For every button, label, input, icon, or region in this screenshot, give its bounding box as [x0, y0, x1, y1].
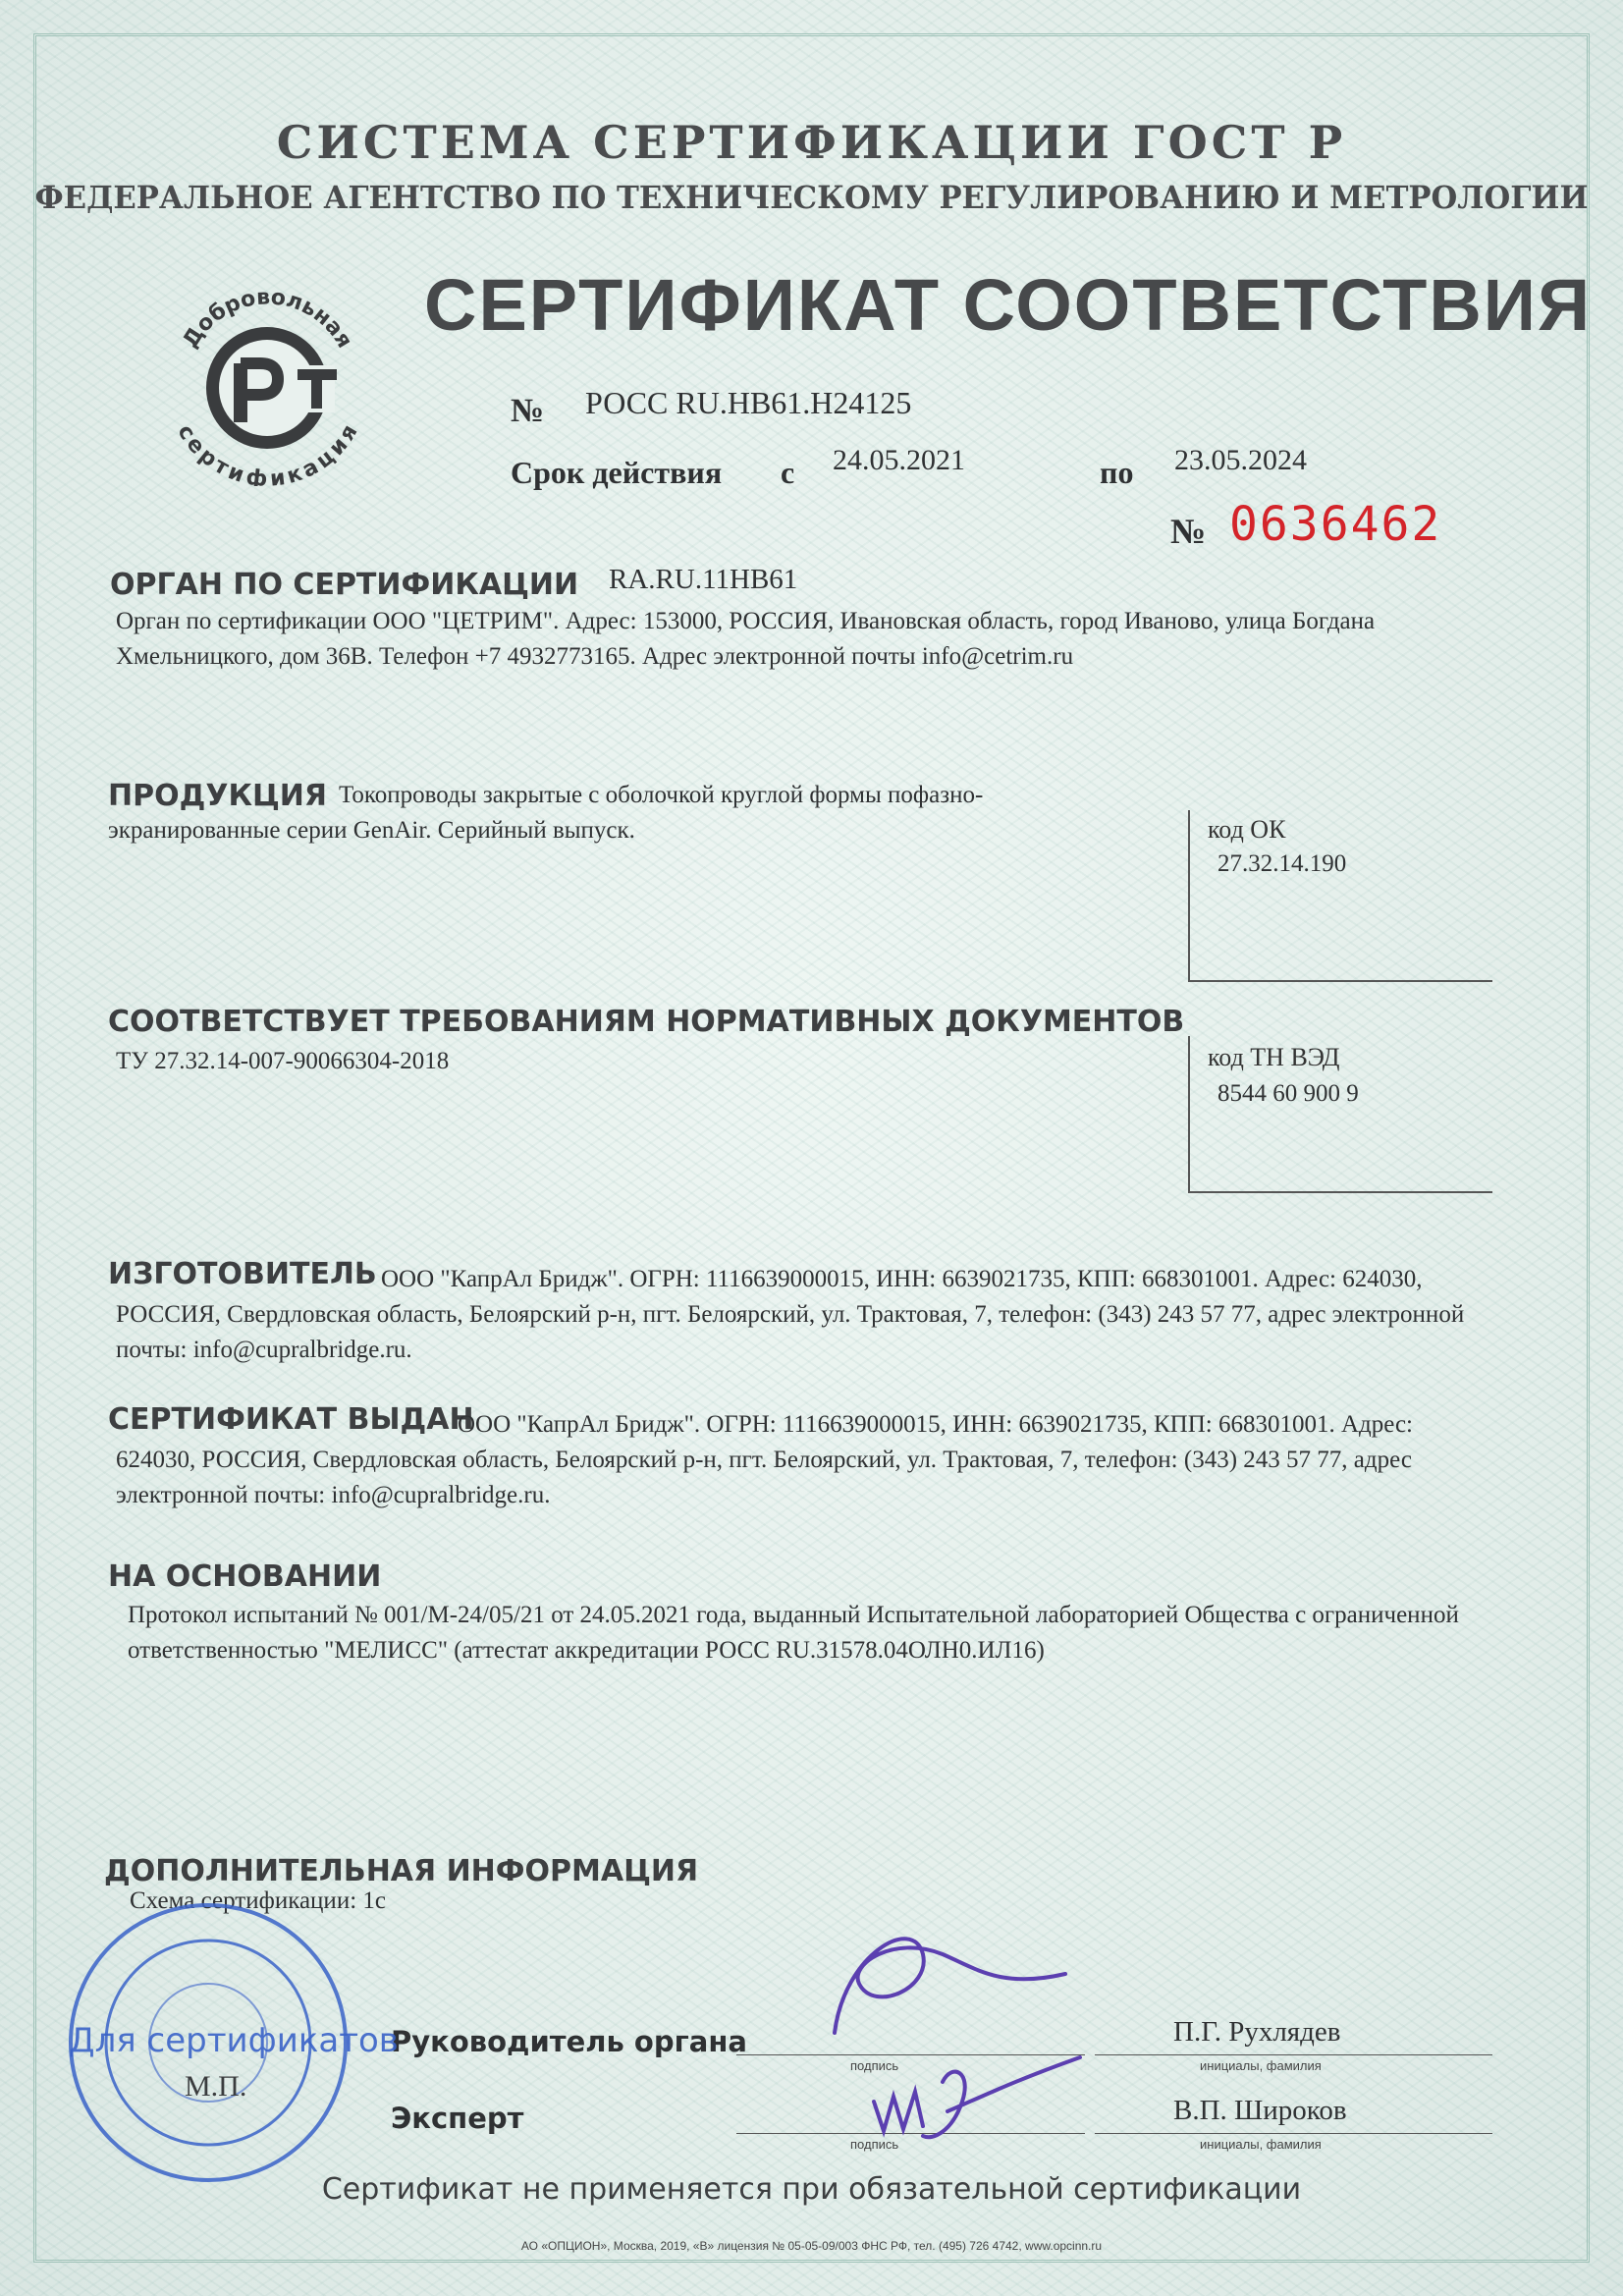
product-text-content: Токопроводы закрытые с оболочкой круглой формы пофазно-экранированные серии GenAir. Серийный выпуск.: [108, 782, 984, 844]
system-title: СИСТЕМА СЕРТИФИКАЦИИ ГОСТ Р: [276, 116, 1347, 169]
head-name-caption: инициалы, фамилия: [1200, 2058, 1322, 2073]
rst-logo-icon: [162, 275, 373, 486]
conformity-label: СООТВЕТСТВУЕТ ТРЕБОВАНИЯМ НОРМАТИВНЫХ ДОКУМЕНТОВ: [108, 1005, 1185, 1039]
organ-label: ОРГАН ПО СЕРТИФИКАЦИИ: [110, 568, 579, 602]
product-label: ПРОДУКЦИЯ: [108, 779, 328, 813]
stamp-mp: М.П.: [185, 2070, 247, 2103]
manufacturer-label: ИЗГОТОВИТЕЛЬ: [108, 1257, 377, 1291]
validity-to-label: по: [1100, 455, 1134, 490]
basis-label: НА ОСНОВАНИИ: [108, 1559, 382, 1594]
validity-from-label: с: [781, 455, 795, 490]
basis-text: Протокол испытаний № 001/М-24/05/21 от 24.05.2021 года, выданный Испытательной лабораторией Общества с ограниченной ответственностью "МЕЛИСС" (аттестат аккредитации РОСС RU.31578.04ОЛН0.ИЛ16): [128, 1602, 1459, 1664]
manufacturer-text: [116, 1262, 1490, 1368]
okpd-code-label: код ОК: [1208, 815, 1286, 844]
rst-logo: [162, 275, 373, 486]
head-name: П.Г. Рухлядев: [1173, 2016, 1341, 2048]
expert-name: В.П. Широков: [1173, 2095, 1347, 2126]
form-number-label: №: [1170, 512, 1207, 551]
cert-number: РОСС RU.НВ61.Н24125: [585, 385, 912, 420]
expert-label: Эксперт: [391, 2102, 524, 2135]
manufacturer-text-content: ООО "КапрАл Бридж". ОГРН: 1116639000015, ИНН: 6639021735, КПП: 668301001. Адрес: 624030, РОССИЯ, Свердловская область, Белоярский р-н, пгт. Белоярский, ул. Трактовая, 7, телефон: (343) 243 57 77, адрес электронной почты: info@cupralbridge.ru.: [116, 1266, 1465, 1363]
additional-text: Схема сертификации: 1с: [130, 1887, 386, 1914]
svg-text:Добровольная: Добровольная: [178, 285, 357, 353]
conformity-text: ТУ 27.32.14-007-90066304-2018: [116, 1048, 450, 1074]
additional-label: ДОПОЛНИТЕЛЬНАЯ ИНФОРМАЦИЯ: [104, 1854, 699, 1888]
head-sign-caption: подпись: [850, 2058, 899, 2073]
certificate-title: СЕРТИФИКАТ СООТВЕТСТВИЯ: [424, 264, 1593, 346]
print-info: АО «ОПЦИОН», Москва, 2019, «В» лицензия № 05-05-09/003 ФНС РФ, тел. (495) 726 4742, www.opcinn.ru: [520, 2239, 1103, 2253]
cert-number-label: №: [511, 393, 545, 429]
organ-text: Орган по сертификации ООО "ЦЕТРИМ". Адрес: 153000, РОССИЯ, Ивановская область, город Иваново, улица Богдана Хмельницкого, дом 36В. Телефон +7 4932773165. Адрес электронной почты info@cetrim.ru: [116, 608, 1376, 670]
validity-label: Срок действия: [511, 455, 723, 490]
tnved-code: 8544 60 900 9: [1217, 1080, 1359, 1107]
expert-signature: [854, 2043, 1090, 2151]
head-name-line: [1095, 2054, 1492, 2055]
footer-note: Сертификат не применяется при обязательной сертификации: [321, 2172, 1302, 2207]
stamp-center-text: Для сертификатов: [69, 2021, 399, 2060]
svg-text:сертификация: сертификация: [172, 420, 363, 486]
validity-from-date: 24.05.2021: [833, 444, 965, 476]
head-label: Руководитель органа: [391, 2025, 747, 2058]
okpd-code: 27.32.14.190: [1217, 850, 1347, 877]
product-text: [108, 778, 1129, 848]
agency-title: ФЕДЕРАЛЬНОЕ АГЕНТСТВО ПО ТЕХНИЧЕСКОМУ РЕГУЛИРОВАНИЮ И МЕТРОЛОГИИ: [34, 179, 1589, 216]
expert-name-caption: инициалы, фамилия: [1200, 2137, 1322, 2152]
issued-to-text-content: ООО "КапрАл Бридж". ОГРН: 1116639000015, ИНН: 6639021735, КПП: 668301001. Адрес: 624030, РОССИЯ, Свердловская область, Белоярский р-н, пгт. Белоярский, ул. Трактовая, 7, телефон: (343) 243 57 77, адрес электронной почты: info@cupralbridge.ru.: [116, 1411, 1413, 1508]
form-number: 0636462: [1229, 497, 1442, 552]
expert-sign-caption: подпись: [850, 2137, 899, 2152]
organ-code: RA.RU.11НВ61: [609, 564, 798, 595]
validity-to-date: 23.05.2024: [1174, 444, 1307, 476]
issued-to-text: [116, 1407, 1490, 1513]
issued-to-label: СЕРТИФИКАТ ВЫДАН: [108, 1402, 474, 1437]
tnved-code-label: код ТН ВЭД: [1208, 1043, 1340, 1071]
expert-name-line: [1095, 2133, 1492, 2134]
